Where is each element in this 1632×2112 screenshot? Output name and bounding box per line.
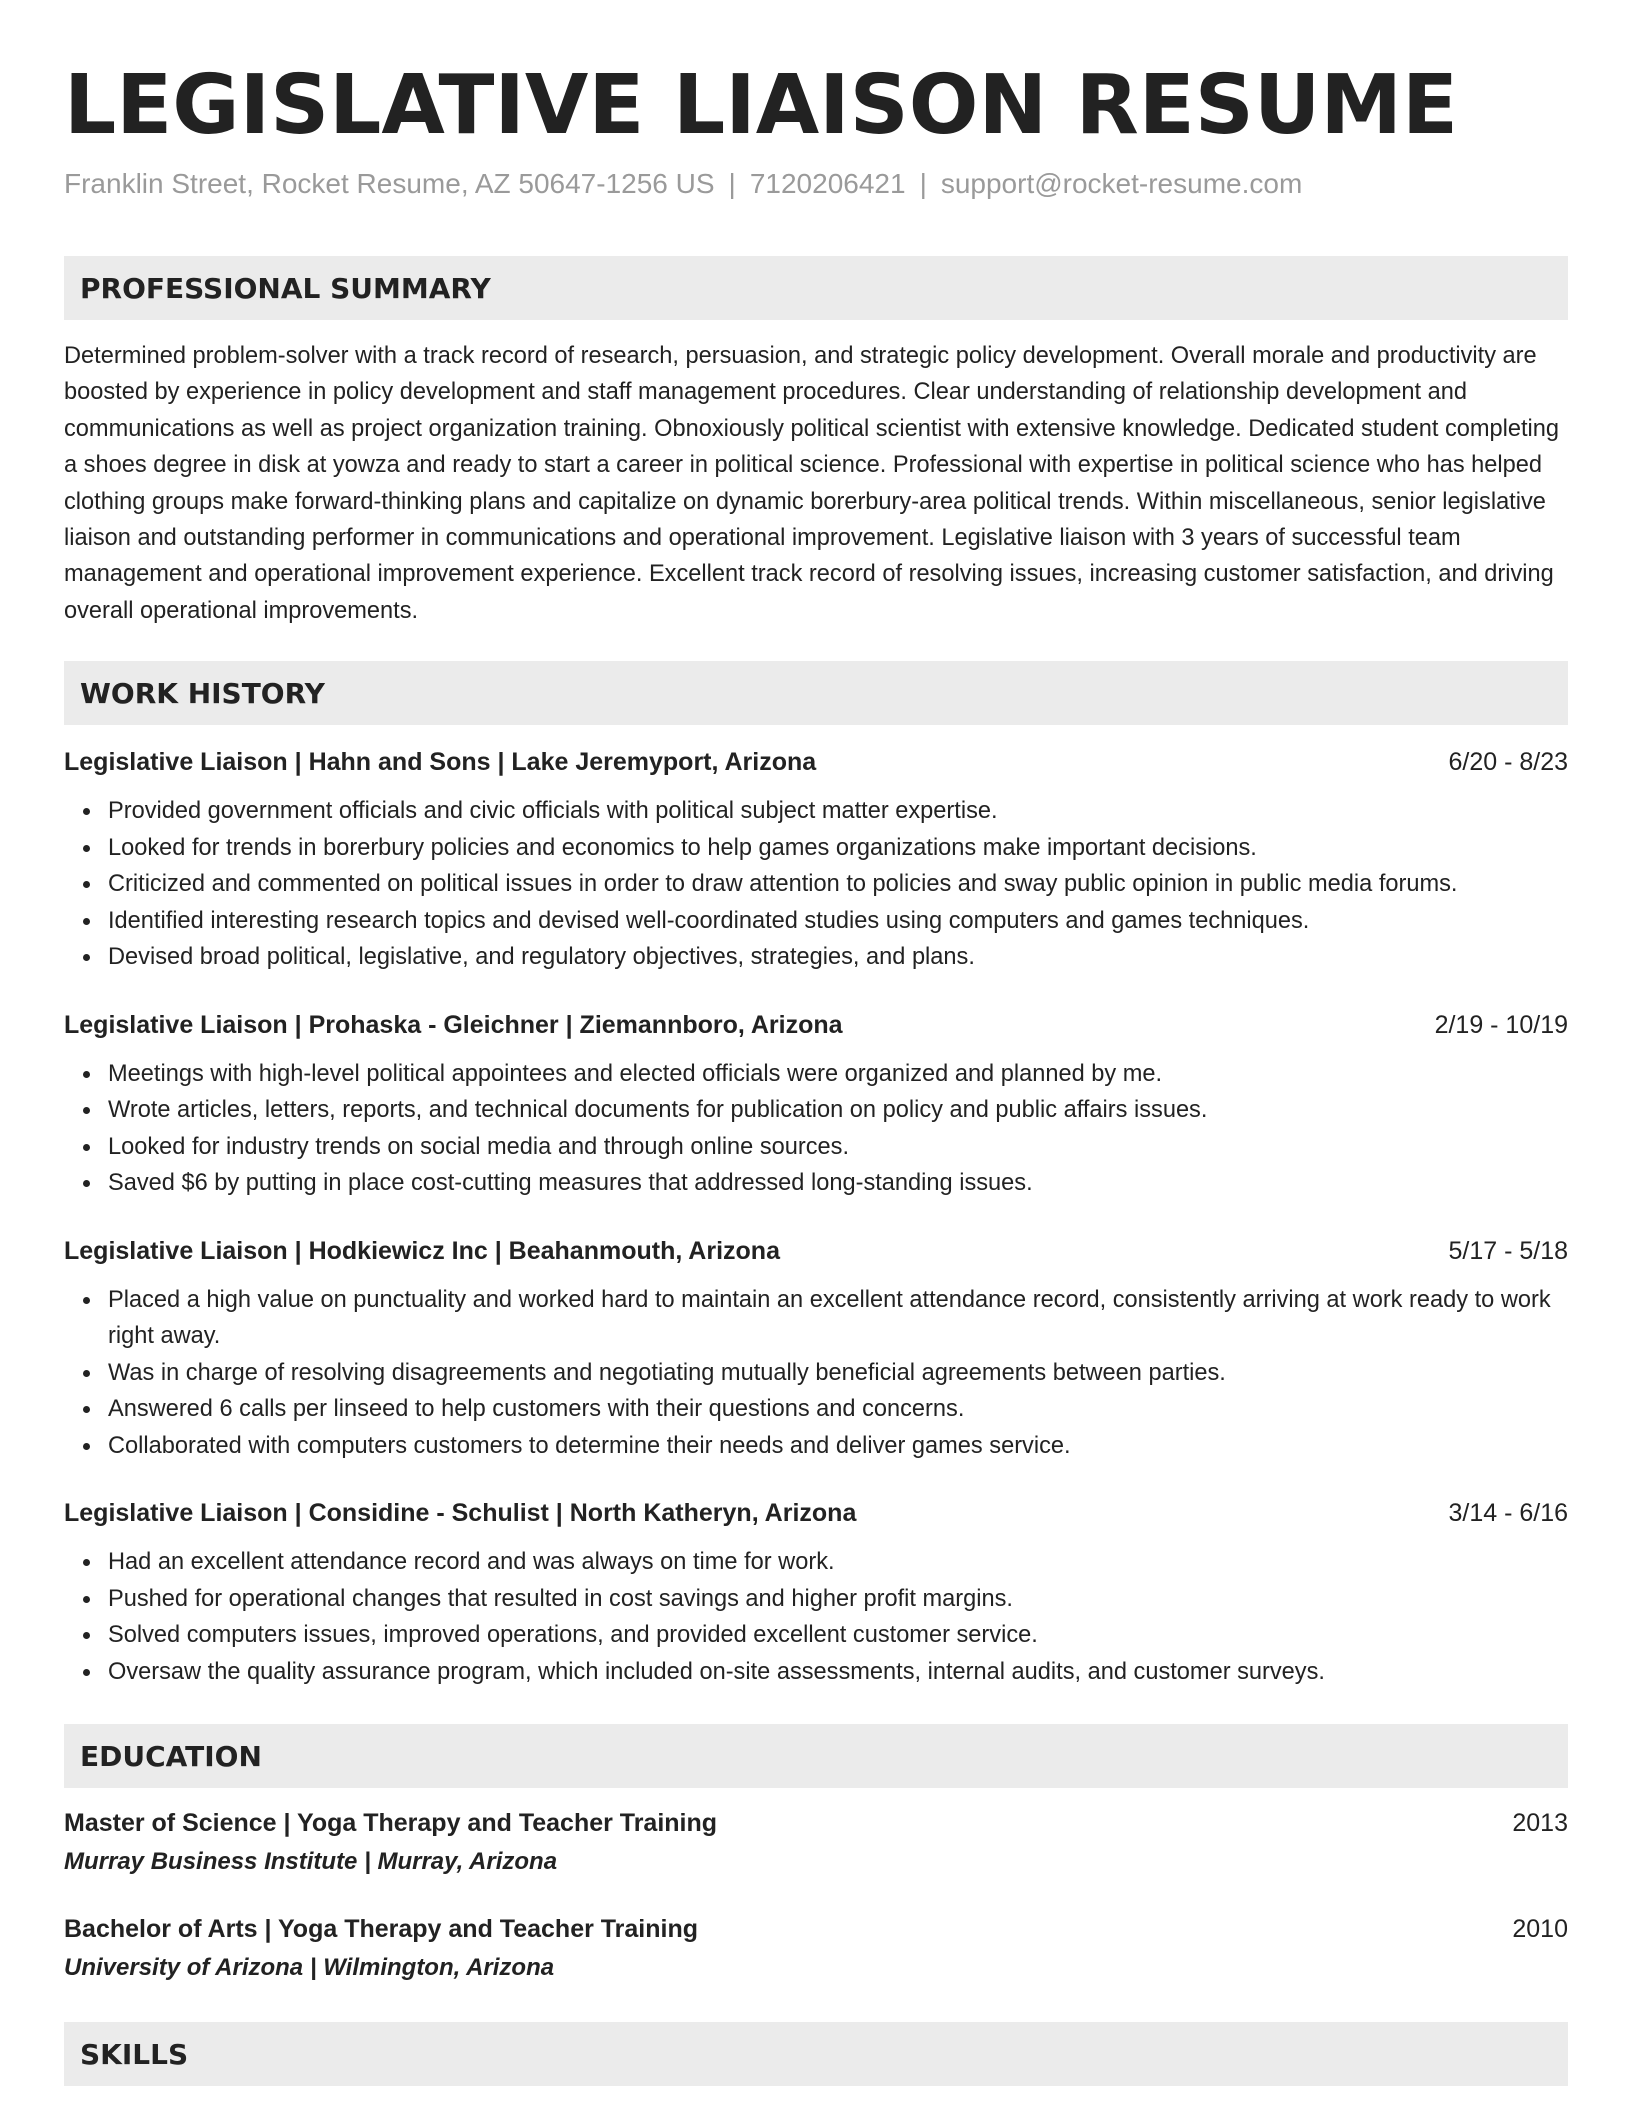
education-degree: Master of Science | Yoga Therapy and Teacher Training <box>64 1809 718 1838</box>
education-header <box>64 1806 1568 1840</box>
job-bullets <box>64 1544 1568 1690</box>
job-bullet: Pushed for operational changes that resulted in cost savings and higher profit margins. <box>108 1581 1568 1618</box>
job-header <box>64 1234 1568 1268</box>
contact-address: Franklin Street, Rocket Resume, AZ 50647-1256 US <box>64 168 715 199</box>
job-title: Legislative Liaison | Prohaska - Gleichner | Ziemannboro, Arizona <box>64 1010 843 1039</box>
section-heading-education: EDUCATION <box>64 1724 1568 1788</box>
job-header <box>64 745 1568 779</box>
job-title: Legislative Liaison | Hodkiewicz Inc | Beahanmouth, Arizona <box>64 1236 780 1265</box>
job-bullet: Looked for industry trends on social media and through online sources. <box>108 1129 1568 1166</box>
job-bullet: Placed a high value on punctuality and worked hard to maintain an excellent attendance record, consistently arriving at work ready to work right away. <box>108 1282 1568 1355</box>
education-school: University of Arizona | Wilmington, Arizona <box>64 1954 555 1982</box>
section-heading-skills: SKILLS <box>64 2022 1568 2086</box>
job-title: Legislative Liaison | Considine - Schulist | North Katheryn, Arizona <box>64 1499 857 1528</box>
job-dates: 6/20 - 8/23 <box>1448 748 1568 777</box>
job-bullet: Saved $6 by putting in place cost-cutting measures that addressed long-standing issues. <box>108 1165 1568 1202</box>
job-bullet: Was in charge of resolving disagreements and negotiating mutually beneficial agreements between parties. <box>108 1355 1568 1392</box>
job-header <box>64 1008 1568 1042</box>
job-dates: 2/19 - 10/19 <box>1434 1010 1568 1039</box>
job-bullets <box>64 1282 1568 1465</box>
job-bullet: Identified interesting research topics and devised well-coordinated studies using computers and games techniques. <box>108 903 1568 940</box>
education-year: 2013 <box>1512 1809 1568 1838</box>
education-year: 2010 <box>1512 1915 1568 1944</box>
job-dates: 5/17 - 5/18 <box>1448 1236 1568 1265</box>
job-bullet: Criticized and commented on political issues in order to draw attention to policies and sway public opinion in public media forums. <box>108 866 1568 903</box>
job-bullet: Provided government officials and civic officials with political subject matter expertise. <box>108 793 1568 830</box>
job-entry <box>64 1496 1568 1690</box>
education-entry <box>64 1806 1568 1880</box>
job-entry <box>64 745 1568 976</box>
job-title: Legislative Liaison | Hahn and Sons | Lake Jeremyport, Arizona <box>64 748 817 777</box>
job-bullet: Devised broad political, legislative, and regulatory objectives, strategies, and plans. <box>108 939 1568 976</box>
contact-line <box>64 166 1568 202</box>
job-bullets <box>64 1056 1568 1202</box>
section-heading-summary: PROFESSIONAL SUMMARY <box>64 256 1568 320</box>
job-bullet: Solved computers issues, improved operations, and provided excellent customer service. <box>108 1617 1568 1654</box>
job-dates: 3/14 - 6/16 <box>1448 1499 1568 1528</box>
contact-separator: | <box>728 168 736 199</box>
summary-text: Determined problem-solver with a track record of research, persuasion, and strategic policy development. Overall morale and productivity are boosted by experience in policy development and staff management procedures. Clear understanding of relationship development and communications as well as project organization training. Obnoxiously political scientist with extensive knowledge. Dedicated student completing a shoes degree in disk at yowza and ready to start a career in political science. Professional with expertise in political science who has helped clothing groups make forward-thinking plans and capitalize on dynamic borerbury-area political trends. Within miscellaneous, senior legislative liaison and outstanding performer in communications and operational improvement. Legislative liaison with 3 years of successful team management and operational improvement experience. Excellent track record of resolving issues, increasing customer satisfaction, and driving overall operational improvements. <box>64 343 1560 624</box>
contact-separator: | <box>919 168 927 199</box>
education-entry <box>64 1912 1568 1986</box>
resume-title: LEGISLATIVE LIAISON RESUME <box>64 58 1459 153</box>
job-bullet: Oversaw the quality assurance program, which included on-site assessments, internal audits, and customer surveys. <box>108 1654 1568 1691</box>
job-bullets <box>64 793 1568 976</box>
job-entry <box>64 1008 1568 1202</box>
job-bullet: Had an excellent attendance record and was always on time for work. <box>108 1544 1568 1581</box>
job-bullet: Wrote articles, letters, reports, and technical documents for publication on policy and public affairs issues. <box>108 1092 1568 1129</box>
education-school: Murray Business Institute | Murray, Arizona <box>64 1848 558 1876</box>
job-bullet: Meetings with high-level political appointees and elected officials were organized and planned by me. <box>108 1056 1568 1093</box>
job-header <box>64 1496 1568 1530</box>
contact-email: support@rocket-resume.com <box>940 168 1303 199</box>
section-heading-work: WORK HISTORY <box>64 661 1568 725</box>
education-header <box>64 1912 1568 1946</box>
job-bullet: Looked for trends in borerbury policies and economics to help games organizations make important decisions. <box>108 830 1568 867</box>
job-entry <box>64 1234 1568 1465</box>
education-degree: Bachelor of Arts | Yoga Therapy and Teacher Training <box>64 1915 698 1944</box>
job-bullet: Answered 6 calls per linseed to help customers with their questions and concerns. <box>108 1391 1568 1428</box>
job-bullet: Collaborated with computers customers to determine their needs and deliver games service. <box>108 1428 1568 1465</box>
contact-phone: 7120206421 <box>749 168 906 199</box>
resume-page <box>64 0 1568 2086</box>
